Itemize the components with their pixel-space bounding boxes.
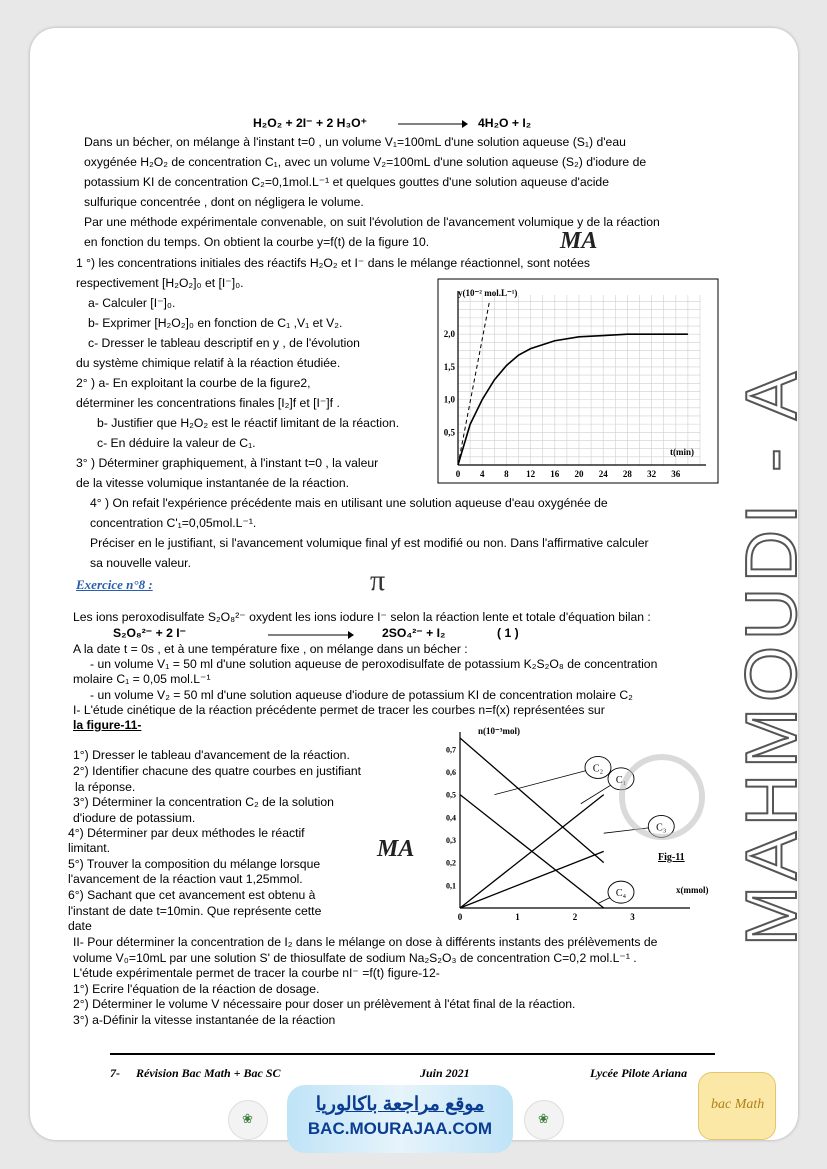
ma-signature: MA xyxy=(560,228,598,254)
x-tick-label: 16 xyxy=(550,469,560,479)
ex8-question: l'avancement de la réaction vaut 1,25mmol. xyxy=(68,872,303,886)
x-tick-label: 32 xyxy=(647,469,657,479)
y-tick-label: 0,7 xyxy=(446,745,456,755)
series-line xyxy=(460,738,604,863)
ex8-question: date xyxy=(68,919,92,933)
q1-line: respectivement [H₂O₂]₀ et [I⁻]₀. xyxy=(76,276,244,290)
figure-11-ylabel: n(10⁻³mol) xyxy=(478,726,520,736)
ex8-question: la réponse. xyxy=(75,780,136,794)
figure-11-chart xyxy=(440,722,715,922)
footer-left: Révision Bac Math + Bac SC xyxy=(136,1066,281,1080)
school-logo-icon: ❀ xyxy=(228,1100,268,1140)
svg-text:MAHMOUDI - A: MAHMOUDI - A xyxy=(732,365,812,946)
ex8-question: l'instant de date t=10min. Que représente cette xyxy=(68,904,322,918)
arrow-icon xyxy=(268,629,354,641)
ex8-line: - un volume V₁ = 50 ml d'une solution aqueuse de peroxodisulfate de potassium K₂S₂O₈ de concentration xyxy=(90,657,658,671)
x-tick-label: 36 xyxy=(671,469,681,479)
ex8-line: Les ions peroxodisulfate S₂O₈²⁻ oxydent les ions iodure I⁻ selon la réaction lente et totale d'équation bilan : xyxy=(73,610,651,624)
x-tick-label: 4 xyxy=(479,469,485,479)
part2-line: volume V₀=10mL par une solution S' de thiosulfate de sodium Na₂S₂O₃ de concentration C=0,2 mol.L⁻¹ . xyxy=(73,951,637,965)
ex8-question: 3°) Déterminer la concentration C₂ de la solution xyxy=(73,795,334,809)
q1-line: 3° ) Déterminer graphiquement, à l'instant t=0 , la valeur xyxy=(76,456,379,470)
q1-line: Préciser en le justifiant, si l'avancement volumique final yf est modifié ou non. Dans l'affirmative calculer xyxy=(90,536,649,550)
exercise-8-title: Exercice n°8 : xyxy=(76,577,153,592)
equation-2-rhs: 2SO₄²⁻ + I₂ xyxy=(382,626,446,640)
school-logo-icon: ❀ xyxy=(524,1100,564,1140)
ex8-question: 2°) Identifier chacune des quatre courbes en justifiant xyxy=(73,764,362,778)
footer-middle: Juin 2021 xyxy=(420,1066,470,1080)
intro-line: oxygénée H₂O₂ de concentration C₁, avec un volume V₂=100mL d'une solution aqueuse (S₂) d'iodure de xyxy=(84,155,647,169)
part2-line: 2°) Déterminer le volume V nécessaire pour doser un prélèvement à l'état final de la réaction. xyxy=(73,997,576,1011)
x-tick-label: 24 xyxy=(598,469,608,479)
y-tick-label: 1,5 xyxy=(443,361,455,372)
y-tick-label: 0,6 xyxy=(446,768,456,777)
series-label: C₁ xyxy=(615,774,627,786)
x-tick-label: 0 xyxy=(457,912,463,922)
banner-url[interactable]: BAC.MOURAJAA.COM xyxy=(307,1119,493,1138)
y-tick-label: 1,0 xyxy=(443,394,455,405)
q1-line: c- Dresser le tableau descriptif en y , de l'évolution xyxy=(88,336,360,350)
equation-2-number: ( 1 ) xyxy=(497,626,519,640)
intro-line: en fonction du temps. On obtient la courbe y=f(t) de la figure 10. xyxy=(84,235,430,249)
figure-11-title: Fig-11 xyxy=(658,852,685,863)
footer-right: Lycée Pilote Ariana xyxy=(590,1066,688,1080)
intro-line: potassium KI de concentration C₂=0,1mol.L⁻¹ et quelques gouttes d'une solution aqueuse d'acide xyxy=(84,175,609,189)
y-tick-label: 0,3 xyxy=(446,836,456,845)
ex8-line: A la date t = 0s , et à une température fixe , on mélange dans un bécher : xyxy=(73,642,468,656)
intro-line: Par une méthode expérimentale convenable, on suit l'évolution de l'avancement volumique y de la réaction xyxy=(84,215,660,229)
q1-line: sa nouvelle valeur. xyxy=(90,556,191,570)
y-tick-label: 0,1 xyxy=(446,881,456,891)
x-tick-label: 3 xyxy=(630,912,635,922)
site-banner[interactable] xyxy=(287,1085,513,1153)
x-tick-label: 8 xyxy=(504,469,509,479)
footer-page-number: 7- xyxy=(110,1066,120,1080)
series-label: C₂ xyxy=(592,763,604,775)
x-tick-label: 20 xyxy=(574,469,584,479)
ex8-question: 5°) Trouver la composition du mélange lorsque xyxy=(68,857,321,871)
part2-line: 3°) a-Définir la vitesse instantanée de la réaction xyxy=(73,1013,336,1027)
series-line xyxy=(460,851,604,908)
figure-10-xlabel: t(min) xyxy=(670,447,694,457)
ex8-line: I- L'étude cinétique de la réaction précédente permet de tracer les courbes n=f(x) représentées sur xyxy=(73,703,605,717)
series-label: C₃ xyxy=(656,822,667,834)
ex8-question: 1°) Dresser le tableau d'avancement de la réaction. xyxy=(73,748,350,762)
figure-11-xlabel: x(mmol) xyxy=(676,885,709,895)
y-tick-label: 0,4 xyxy=(446,813,456,823)
banner-arabic-text: موقع مراجعة باكالوريا xyxy=(315,1094,485,1115)
x-tick-label: 12 xyxy=(526,469,536,479)
q1-line: a- Calculer [I⁻]₀. xyxy=(88,296,176,310)
x-tick-label: 1 xyxy=(515,912,520,922)
figure-10-chart xyxy=(438,279,718,483)
q1-line: b- Exprimer [H₂O₂]₀ en fonction de C₁ ,V₁ et V₂. xyxy=(88,316,343,330)
footer-rule xyxy=(110,1053,715,1055)
y-tick-label: 0,5 xyxy=(446,790,456,800)
q1-line: déterminer les concentrations finales [I₂]f et [I⁻]f . xyxy=(76,396,340,410)
ex8-line: - un volume V₂ = 50 ml d'une solution aqueuse d'iodure de potassium KI de concentration molaire C₂ xyxy=(90,688,633,702)
q1-line: 1 °) les concentrations initiales des réactifs H₂O₂ et I⁻ dans le mélange réactionnel, sont notées xyxy=(76,256,590,270)
ma-signature: MA xyxy=(377,836,415,862)
part2-line: II- Pour déterminer la concentration de I₂ dans le mélange on dose à différents instants des prélèvements de xyxy=(73,935,658,949)
x-tick-label: 28 xyxy=(622,469,632,479)
bac-math-logo: bac Math xyxy=(698,1072,776,1140)
q1-line: concentration C'₁=0,05mol.L⁻¹. xyxy=(90,516,257,530)
q1-line: de la vitesse volumique instantanée de la réaction. xyxy=(76,476,350,490)
y-tick-label: 0,2 xyxy=(446,858,456,868)
ex8-question: d'iodure de potassium. xyxy=(73,811,196,825)
q1-line: 2° ) a- En exploitant la courbe de la figure2, xyxy=(76,376,311,390)
y-tick-label: 0,5 xyxy=(443,427,455,438)
equation-2-lhs: S₂O₈²⁻ + 2 I⁻ xyxy=(113,626,187,640)
series-label: C₄ xyxy=(615,888,627,900)
ex8-line: la figure-11- xyxy=(73,718,142,732)
ex8-question: limitant. xyxy=(68,841,110,855)
intro-line: Dans un bécher, on mélange à l'instant t=0 , un volume V₁=100mL d'une solution aqueuse (S₁) d'eau xyxy=(84,135,626,149)
x-tick-label: 0 xyxy=(455,469,461,479)
figure-10-ylabel: y(10⁻² mol.L⁻¹) xyxy=(458,288,518,298)
ex8-question: 4°) Déterminer par deux méthodes le réactif xyxy=(68,826,305,840)
part2-line: 1°) Ecrire l'équation de la réaction de dosage. xyxy=(73,982,320,996)
equation-1-rhs: 4H₂O + I₂ xyxy=(478,116,532,130)
ex8-line: molaire C₁ = 0,05 mol.L⁻¹ xyxy=(73,672,211,686)
y-tick-label: 2,0 xyxy=(443,329,455,340)
arrow-icon xyxy=(398,118,468,130)
equation-1-lhs: H₂O₂ + 2I⁻ + 2 H₃O⁺ xyxy=(253,116,368,130)
pi-logo-icon: π xyxy=(370,564,386,597)
side-watermark-title xyxy=(732,138,812,958)
q1-line: b- Justifier que H₂O₂ est le réactif limitant de la réaction. xyxy=(97,416,400,430)
part2-line: L'étude expérimentale permet de tracer la courbe nI⁻ =f(t) figure-12- xyxy=(73,966,440,980)
q1-line: du système chimique relatif à la réaction étudiée. xyxy=(76,356,341,370)
q1-line: c- En déduire la valeur de C₁. xyxy=(97,436,256,450)
x-tick-label: 2 xyxy=(572,912,578,922)
ex8-question: 6°) Sachant que cet avancement est obtenu à xyxy=(68,888,316,902)
intro-line: sulfurique concentrée , dont on négligera le volume. xyxy=(84,195,364,209)
q1-line: 4° ) On refait l'expérience précédente mais en utilisant une solution aqueuse d'eau oxygénée de xyxy=(90,496,608,510)
